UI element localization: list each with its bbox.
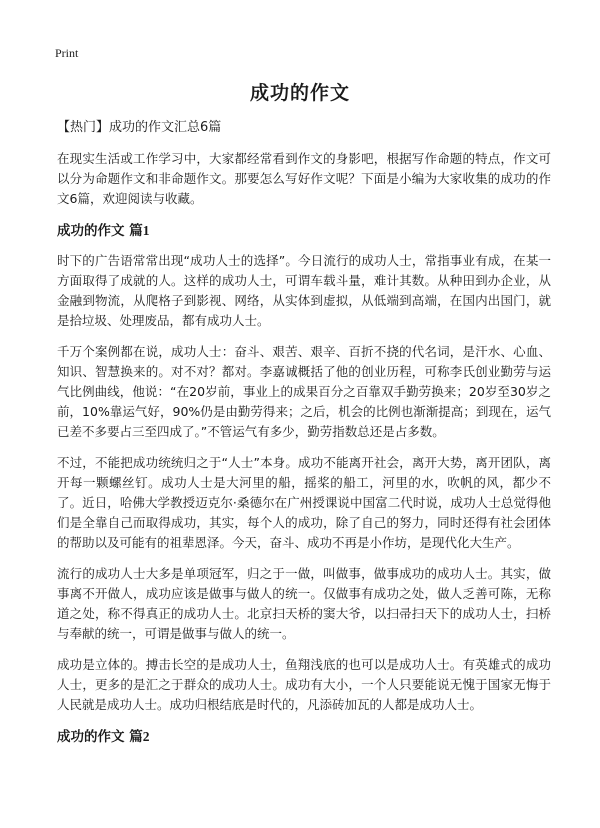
paragraph: 千万个案例都在说，成功人士：奋斗、艰苦、艰辛、百折不挠的代名词，是汗水、心血、知识、智慧换来的。对不对？都对。李嘉诚概括了他的创业历程，可称李氏创业勤劳与运气比例曲线，他说：“在20岁前，事业上的成果百分之百靠双手勤劳换来；20岁至30岁之前，10%靠运气好，90%仍是由勤劳得来；之后，机会的比例也渐渐提高；到现在，运气已差不多要占三至四成了。”不管运气有多少，勤劳指数总还是占多数。 xyxy=(57,344,551,439)
section-heading-text: 成功的作文 篇 xyxy=(57,223,143,239)
page-title: 成功的作文 xyxy=(249,82,350,104)
print-link[interactable]: Print xyxy=(55,46,79,60)
document-content xyxy=(57,118,551,757)
paragraph: 时下的广告语常常出现“成功人士的选择”。今日流行的成功人士，常指事业有成，在某一方面取得了成就的人。这样的成功人士，可谓车载斗量，难计其数。从种田到办企业，从金融到物流，从爬格子到影视、网络，从实体到虚拟，从低端到高端，在国内出国门，就是拾垃圾、处理废品，都有成功人士。 xyxy=(57,253,551,328)
section-heading-number: 1 xyxy=(142,223,150,238)
paragraph: 不过，不能把成功统统归之于“人士”本身。成功不能离开社会，离开大势，离开团队，离开每一颗螺丝钉。成功人士是大河里的船，摇桨的船工，河里的水，吹帆的风，都少不了。近日，哈佛大学教授迈克尔·桑德尔在广州授课说中国富二代时说，成功人士总觉得他们是全靠自己而取得成功，其实，每个人的成功，除了自己的努力，同时还得有社会团体的帮助以及可能有的祖辈恩泽。今天，奋斗、成功不再是小作坊，是现代化大生产。 xyxy=(57,455,551,550)
paragraph: 流行的成功人士大多是单项冠军，归之于一做，叫做事，做事成功的成功人士。其实，做事离不开做人，成功应该是做事与做人的统一。仅做事有成功之处，做人乏善可陈，无称道之处，称不得真正的成功人士。北京扫天桥的窦大爷，以扫帚扫天下的成功人士，扫桥与奉献的统一，可谓是做事与做人的统一。 xyxy=(57,566,551,641)
paragraph: 成功是立体的。搏击长空的是成功人士，鱼翔浅底的也可以是成功人士。有英雄式的成功人士，更多的是汇之于群众的成功人士。成功有大小，一个人只要能说无愧于国家无悔于人民就是成功人士。成功归根结底是时代的，凡添砖加瓦的人都是成功人士。 xyxy=(57,657,551,712)
document-subtitle: 【热门】成功的作文汇总6篇 xyxy=(57,120,222,135)
section-heading-1 xyxy=(57,221,551,241)
section-heading-2 xyxy=(57,727,551,747)
intro-paragraph: 在现实生活或工作学习中，大家都经常看到作文的身影吧，根据写作命题的特点，作文可以分为命题作文和非命题作文。那要怎么写好作文呢？下面是小编为大家收集的成功的作文6篇，欢迎阅读与收藏。 xyxy=(57,151,551,206)
section-heading-text: 成功的作文 篇 xyxy=(57,729,143,745)
section-heading-number: 2 xyxy=(142,729,150,744)
